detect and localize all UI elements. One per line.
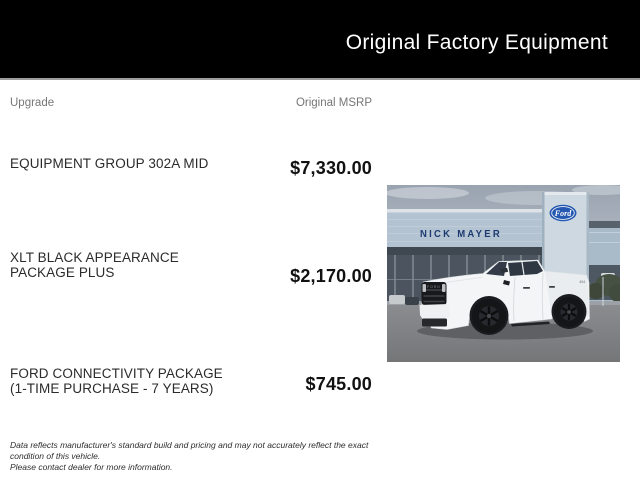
dealership-sign: NICK MAYER	[420, 228, 502, 240]
column-header-msrp: Original MSRP	[295, 97, 372, 109]
header-bar	[0, 0, 640, 80]
table-row-price: $2,170.00	[290, 266, 372, 286]
table-row-price: $7,330.00	[290, 158, 372, 178]
truck-front-wheel	[470, 296, 509, 335]
disclaimer	[10, 440, 400, 473]
front-valance	[422, 319, 447, 327]
table-row-name: EQUIPMENT GROUP 302A MID	[10, 156, 209, 171]
table-row-price: $745.00	[305, 374, 372, 394]
disclaimer-line-1: Data reflects manufacturer's standard build and pricing and may not accurately reflect the exact condition of this vehicle.	[10, 440, 369, 461]
door-handle	[549, 286, 555, 288]
ford-logo-text: Ford	[554, 209, 572, 218]
page-title: Original Factory Equipment	[345, 31, 608, 54]
headlight	[423, 284, 427, 292]
column-header-upgrade: Upgrade	[10, 97, 55, 109]
truck-grille	[422, 282, 447, 305]
table-row-name: FORD CONNECTIVITY PACKAGE (1-TIME PURCHASE - 7 YEARS)	[10, 366, 223, 396]
grille-badge: FORD	[427, 285, 441, 289]
bed-badge: 4X4	[579, 280, 585, 284]
table-row-name: XLT BLACK APPEARANCE PACKAGE PLUS	[10, 250, 179, 280]
headlight	[442, 284, 446, 292]
vehicle-photo-illustration	[387, 185, 620, 362]
front-bumper	[420, 304, 451, 320]
disclaimer-line-2: Please contact dealer for more information.	[10, 462, 173, 472]
cloud	[387, 187, 469, 199]
ford-logo	[550, 205, 577, 221]
door-handle	[523, 287, 530, 289]
vehicle-photo	[387, 185, 620, 362]
truck-rear-wheel	[552, 294, 587, 329]
